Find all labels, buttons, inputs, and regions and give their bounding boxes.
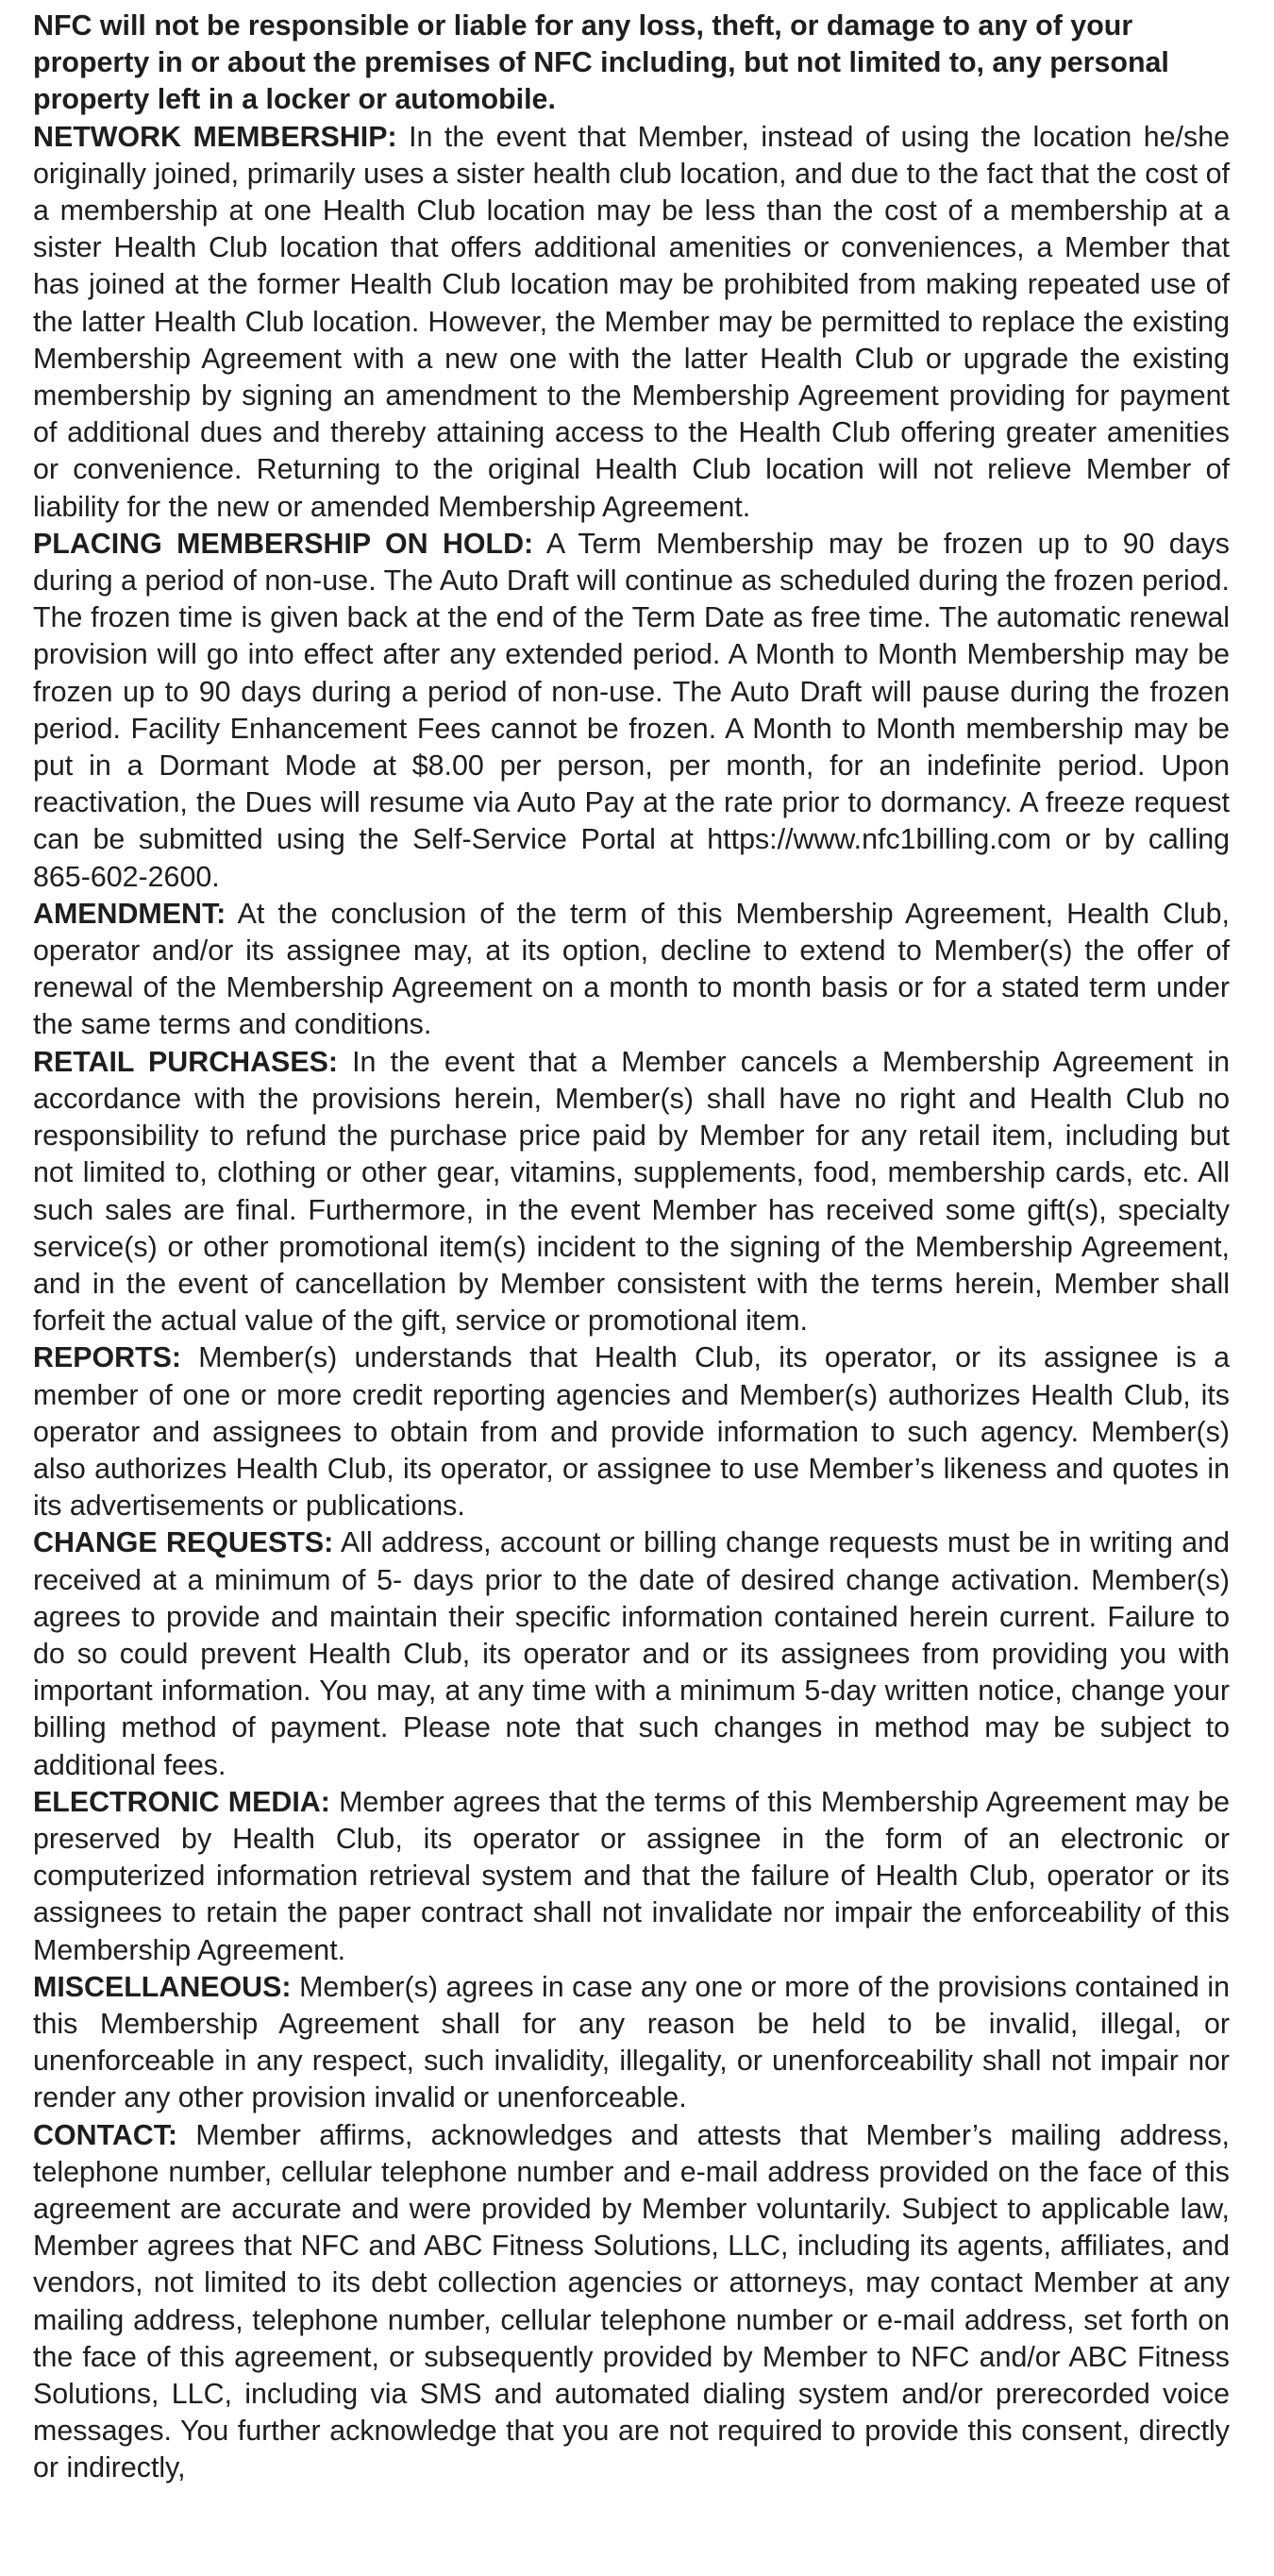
section-heading: CHANGE REQUESTS: [33, 1526, 334, 1559]
section-miscellaneous [33, 1969, 1230, 2117]
section-retail-purchases [33, 1044, 1230, 1340]
section-body: In the event that a Member cancels a Membership Agreement in accordance with the provisions herein, Member(s) shall have no right and Health Club no responsibility to refund the purchase price paid by Member for any retail item, including but not limited to, clothing or other gear, vitamins, supplements, food, membership cards, etc. All such sales are final. Furthermore, in the event Member has received some gift(s), specialty service(s) or other promotional item(s) incident to the signing of the Membership Agreement, and in the event of cancellation by Member consistent with the terms herein, Member shall forfeit the actual value of the gift, service or promotional item. [33, 1045, 1230, 1338]
section-heading: RETAIL PURCHASES: [33, 1045, 338, 1078]
section-body: At the conclusion of the term of this Membership Agreement, Health Club, operator and/or its assignee may, at its option, decline to extend to Member(s) the offer of renewal of the Membership Agreement on a month to month basis or for a stated term under the same terms and conditions. [33, 897, 1230, 1041]
section-heading: AMENDMENT: [33, 897, 226, 930]
section-body: A Term Membership may be frozen up to 90 days during a period of non-use. The Auto Draft will continue as scheduled during the frozen period. The frozen time is given back at the end of the Term Date as free time. The automatic renewal provision will go into effect after any extended period. A Month to Month Membership may be frozen up to 90 days during a period of non-use. The Auto Draft will pause during the frozen period. Facility Enhancement Fees cannot be frozen. A Month to Month membership may be put in a Dormant Mode at $8.00 per person, per month, for an indefinite period. Upon reactivation, the Dues will resume via Auto Pay at the rate prior to dormancy. A freeze request can be submitted using the Self-Service Portal at https://www.nfc1billing.com or by calling 865-602-2600. [33, 527, 1230, 893]
section-body: Member agrees that the terms of this Membership Agreement may be preserved by Health Club, its operator or assignee in the form of an electronic or computerized information retrieval system and that the failure of Health Club, operator or its assignees to retain the paper contract shall not invalidate nor impair the enforceability of this Membership Agreement. [33, 1785, 1230, 1966]
section-heading: MISCELLANEOUS: [33, 1970, 292, 2003]
agreement-document [33, 8, 1230, 2487]
section-heading: REPORTS: [33, 1341, 182, 1374]
section-electronic-media [33, 1784, 1230, 1969]
section-heading: CONTACT: [33, 2118, 178, 2151]
section-change-requests [33, 1524, 1230, 1783]
section-heading: ELECTRONIC MEDIA: [33, 1785, 330, 1818]
section-contact [33, 2117, 1230, 2487]
section-heading: PLACING MEMBERSHIP ON HOLD: [33, 527, 534, 560]
section-body: Member affirms, acknowledges and attests that Member’s mailing address, telephone number, cellular telephone number and e-mail address provided on the face of this agreement are accurate and were provided by Member voluntarily. Subject to applicable law, Member agrees that NFC and ABC Fitness Solutions, LLC, including its agents, affiliates, and vendors, not limited to its debt collection agencies or attorneys, may contact Member at any mailing address, telephone number, cellular telephone number or e-mail address, set forth on the face of this agreement, or subsequently provided by Member to NFC and/or ABC Fitness Solutions, LLC, including via SMS and automated dialing system and/or prerecorded voice messages. You further acknowledge that you are not required to provide this consent, directly or indirectly, [33, 2118, 1230, 2484]
section-network-membership [33, 119, 1230, 526]
liability-notice: NFC will not be responsible or liable for any loss, theft, or damage to any of your property in or about the premises of NFC including, but not limited to, any personal property left in a locker or automobile. [33, 9, 1169, 116]
section-placing-membership-on-hold [33, 526, 1230, 896]
section-body: Member(s) agrees in case any one or more of the provisions contained in this Membership Agreement shall for any reason be held to be invalid, illegal, or unenforceable in any respect, such invalidity, illegality, or unenforceability shall not impair nor render any other provision invalid or unenforceable. [33, 1970, 1230, 2114]
section-body: Member(s) understands that Health Club, its operator, or its assignee is a member of one or more credit reporting agencies and Member(s) authorizes Health Club, its operator and assignees to obtain from and provide information to such agency. Member(s) also authorizes Health Club, its operator, or assignee to use Member’s likeness and quotes in its advertisements or publications. [33, 1341, 1230, 1523]
section-heading: NETWORK MEMBERSHIP: [33, 120, 397, 153]
section-amendment [33, 896, 1230, 1044]
section-body: All address, account or billing change requests must be in writing and received at a minimum of 5- days prior to the date of desired change activation. Member(s) agrees to provide and maintain their specific information contained herein current. Failure to do so could prevent Health Club, its operator and or its assignees from providing you with important information. You may, at any time with a minimum 5-day written notice, change your billing method of payment. Please note that such changes in method may be subject to additional fees. [33, 1526, 1230, 1781]
section-reports [33, 1339, 1230, 1524]
section-body: In the event that Member, instead of using the location he/she originally joined, primarily uses a sister health club location, and due to the fact that the cost of a membership at one Health Club location may be less than the cost of a membership at a sister Health Club location that offers additional amenities or conveniences, a Member that has joined at the former Health Club location may be prohibited from making repeated use of the latter Health Club location. However, the Member may be permitted to replace the existing Membership Agreement with a new one with the latter Health Club or upgrade the existing membership by signing an amendment to the Membership Agreement providing for payment of additional dues and thereby attaining access to the Health Club offering greater amenities or convenience. Returning to the original Health Club location will not relieve Member of liability for the new or amended Membership Agreement. [33, 120, 1230, 523]
